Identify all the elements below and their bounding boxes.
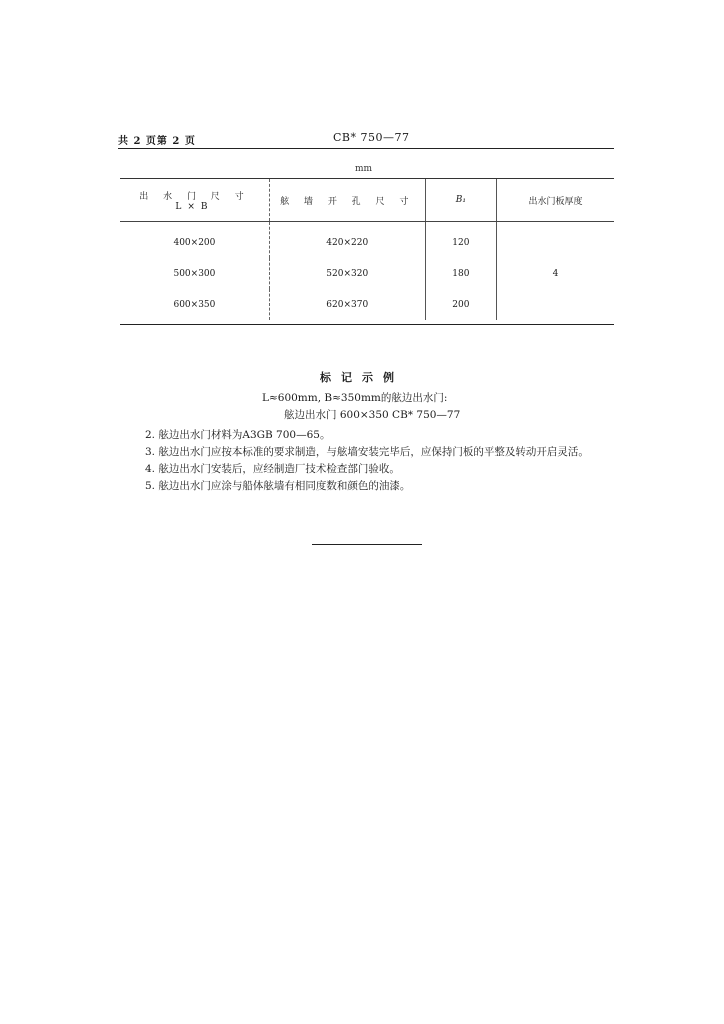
marking-example-designation: 舷边出水门 600×350 CB* 750—77	[284, 409, 461, 421]
marking-example-title: 标记示例	[320, 371, 404, 384]
note-item: 4. 舷边出水门安装后，应经制造厂技术检查部门验收。	[145, 463, 400, 475]
table-row	[120, 222, 614, 259]
cell-door-size: 500×300	[120, 258, 269, 289]
cell-opening-size: 520×320	[269, 258, 425, 289]
table-bottom-rule	[120, 324, 614, 325]
cell-b1: 120	[425, 222, 496, 259]
page-info: 共 2 页第 2 页	[118, 136, 196, 147]
cell-door-size: 400×200	[120, 222, 269, 259]
standard-code: CB* 750—77	[333, 131, 410, 144]
cell-b1: 180	[425, 258, 496, 289]
cell-door-size: 600×350	[120, 289, 269, 320]
cell-b1: 200	[425, 289, 496, 320]
cell-opening-size: 420×220	[269, 222, 425, 259]
header-b1: B₁	[425, 179, 496, 222]
note-item: 3. 舷边出水门应按本标准的要求制造，与舷墙安装完毕后，应保持门板的平整及转动开启灵活。	[145, 446, 589, 458]
note-item: 2. 舷边出水门材料为A3GB 700—65。	[145, 429, 331, 441]
marking-example-condition: L≈600mm, B≈350mm的舷边出水门:	[262, 392, 448, 404]
cell-plate-thickness: 4	[552, 268, 559, 279]
end-rule	[312, 544, 422, 545]
table-header-row	[120, 179, 614, 222]
header-opening-size: 舷 墙 开 孔 尺 寸	[269, 179, 425, 222]
header-plate-thickness: 出水门板厚度	[497, 179, 614, 222]
cell-opening-size: 620×370	[269, 289, 425, 320]
table-unit: mm	[355, 164, 373, 174]
header-door-size: 出 水 门 尺 寸 L×B	[120, 179, 269, 222]
header-rule	[118, 148, 614, 149]
dimensions-table	[120, 179, 614, 320]
note-item: 5. 舷边出水门应涂与船体舷墙有相同度数和颜色的油漆。	[145, 480, 411, 492]
